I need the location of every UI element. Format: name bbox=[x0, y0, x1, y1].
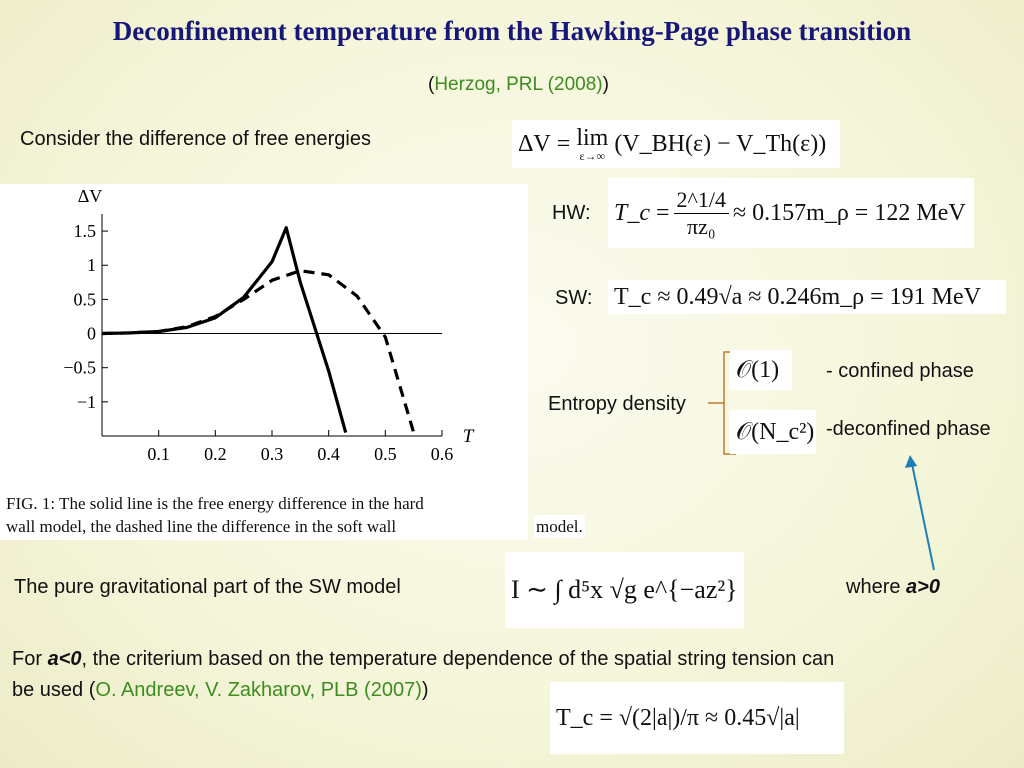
sw-label: SW: bbox=[555, 287, 593, 309]
figure-caption bbox=[6, 492, 526, 538]
bottom-line-1-rest: , the criterium based on the temperature dependence of the spatial string tension can bbox=[81, 648, 835, 670]
bottom-line-2 bbox=[12, 679, 429, 702]
hw-rhs: ≈ 0.157m_ρ = 122 MeV bbox=[732, 199, 966, 226]
deconfined-phase-text: -deconfined phase bbox=[826, 418, 991, 440]
y-tick-label: −1 bbox=[76, 391, 96, 412]
y-tick-label: 1 bbox=[87, 255, 96, 276]
hw-denominator: πz₀ bbox=[686, 213, 716, 239]
consider-text: Consider the difference of free energies bbox=[20, 128, 371, 150]
bottom-prefix: For bbox=[12, 648, 48, 670]
delta-v-lhs: ΔV bbox=[518, 130, 551, 157]
caption-line-1: FIG. 1: The solid line is the free energy difference in the hard bbox=[6, 494, 424, 513]
x-tick-label: 0.4 bbox=[317, 444, 340, 464]
caption-tail: model. bbox=[536, 517, 583, 536]
where-prefix: where bbox=[846, 576, 907, 598]
x-axis-label: T bbox=[462, 426, 474, 447]
hw-label: HW: bbox=[552, 202, 591, 224]
delta-v-equation bbox=[512, 120, 840, 168]
lim-subscript: ε→∞ bbox=[579, 149, 606, 163]
y-tick-label: 0.5 bbox=[73, 289, 96, 310]
confined-phase-text: - confined phase bbox=[826, 360, 974, 382]
sw-integral-equation: I ∼ ∫ d⁵x √g e^{−az²} bbox=[505, 552, 744, 628]
sw-equation: T_c ≈ 0.49√a ≈ 0.246m_ρ = 191 MeV bbox=[608, 280, 1006, 314]
reference-text: Herzog, PRL (2008) bbox=[434, 74, 603, 95]
caption-line-2: wall model, the dashed line the difference in the soft wall bbox=[6, 517, 397, 536]
x-tick-label: 0.2 bbox=[204, 444, 227, 464]
entropy-label: Entropy density bbox=[548, 393, 686, 415]
dashed-series-line bbox=[102, 271, 414, 433]
lim-text: lim bbox=[576, 125, 609, 151]
bottom-variable: a<0 bbox=[47, 648, 82, 670]
andreev-reference: O. Andreev, V. Zakharov, PLB (2007) bbox=[95, 679, 422, 701]
y-axis-label: ΔV bbox=[77, 186, 103, 206]
delta-v-expression: (V_BH(ε) − V_Th(ε)) bbox=[614, 130, 827, 157]
x-tick-label: 0.3 bbox=[260, 444, 284, 464]
bottom-line-2-close: ) bbox=[421, 679, 429, 701]
hw-equation bbox=[608, 178, 974, 248]
reference-close: ) bbox=[602, 74, 609, 95]
reference-open: ( bbox=[428, 74, 435, 95]
where-variable: a>0 bbox=[906, 576, 940, 598]
y-tick-label: −0.5 bbox=[63, 357, 96, 378]
bottom-line-2-prefix: be used ( bbox=[12, 679, 96, 701]
hw-eq-sign: = bbox=[656, 199, 670, 226]
bottom-line-1 bbox=[12, 648, 834, 671]
tc-negative-a-equation: T_c = √(2|a|)/π ≈ 0.45√|a| bbox=[550, 682, 844, 754]
x-tick-label: 0.1 bbox=[147, 444, 170, 464]
y-tick-label: 0 bbox=[87, 323, 96, 344]
y-tick-label: 1.5 bbox=[73, 221, 96, 242]
free-energy-plot bbox=[0, 184, 528, 484]
onc-expression: 𝒪(N_c²) bbox=[730, 410, 816, 454]
reference-citation bbox=[428, 74, 609, 96]
hw-lhs: T_c bbox=[614, 199, 650, 226]
where-text bbox=[846, 576, 940, 599]
slide-title: Deconfinement temperature from the Hawking-Page phase transition bbox=[112, 16, 912, 46]
lim-operator bbox=[576, 126, 608, 162]
arrow-to-deconfined bbox=[900, 452, 950, 577]
x-tick-label: 0.5 bbox=[374, 444, 397, 464]
x-tick-label: 0.6 bbox=[430, 444, 454, 464]
hw-fraction bbox=[674, 187, 729, 240]
sw-part-text: The pure gravitational part of the SW model bbox=[14, 576, 401, 598]
figure-panel bbox=[0, 184, 528, 540]
o1-expression: 𝒪(1) bbox=[730, 350, 792, 390]
hw-numerator: 2^1/4 bbox=[674, 187, 729, 214]
delta-v-eq-sign: = bbox=[556, 130, 571, 157]
solid-series-line bbox=[102, 228, 346, 433]
